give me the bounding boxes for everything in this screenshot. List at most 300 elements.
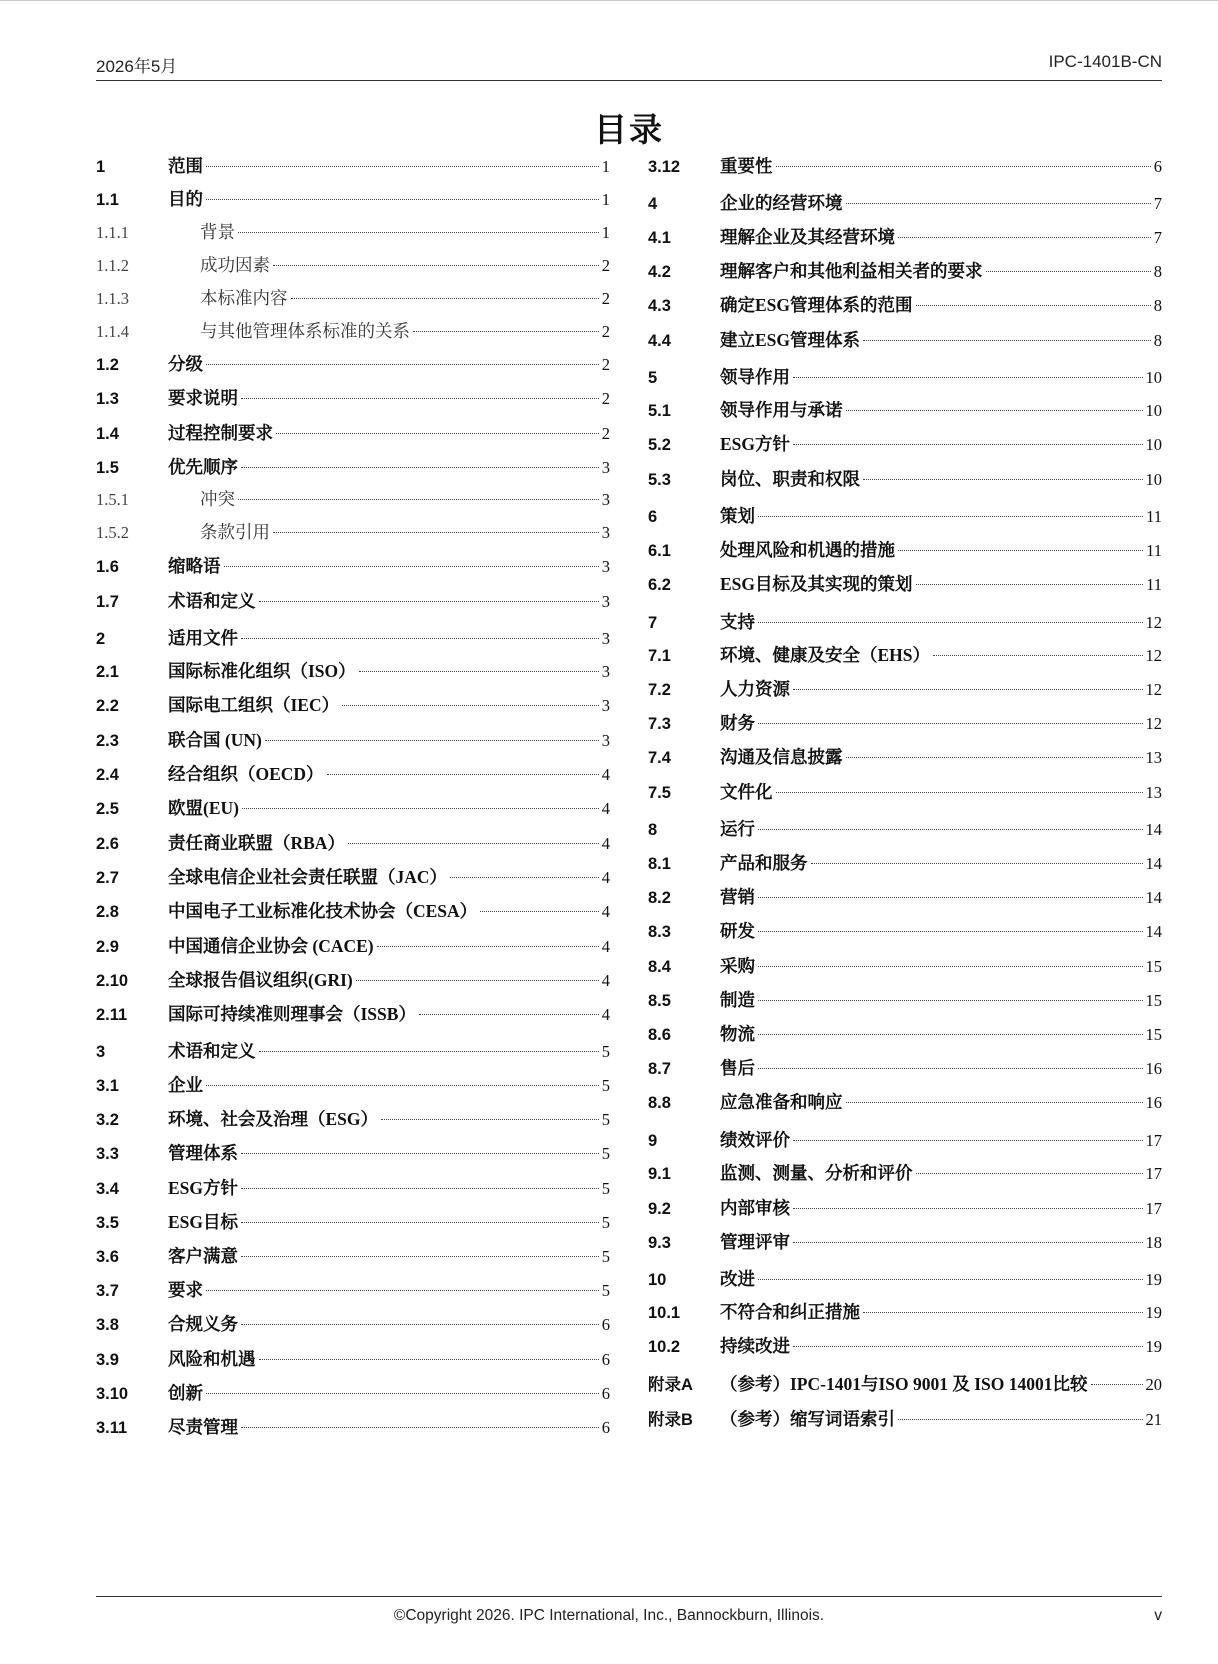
toc-section-title: 采购 — [720, 956, 755, 976]
toc-entry[interactable] — [96, 1380, 610, 1406]
toc-section-title: 管理体系 — [168, 1143, 238, 1163]
toc-section-title: 绩效评价 — [720, 1130, 790, 1150]
toc-entry[interactable] — [96, 898, 610, 924]
toc-entry[interactable] — [648, 503, 1162, 529]
toc-entry[interactable] — [96, 933, 610, 959]
toc-entry[interactable] — [96, 1277, 610, 1303]
toc-section-title: 客户满意 — [168, 1246, 238, 1266]
toc-entry[interactable] — [648, 466, 1162, 492]
toc-dot-leader — [793, 1208, 1143, 1209]
toc-dot-leader — [916, 305, 1151, 306]
toc-section-number: 8.7 — [648, 1060, 671, 1078]
toc-page-number: 4 — [601, 937, 610, 956]
toc-section-number: 1.4 — [96, 425, 119, 443]
toc-dot-leader — [413, 331, 599, 332]
toc-section-number: 1.1.1 — [96, 223, 129, 242]
toc-page-number: 2 — [601, 389, 610, 408]
toc-section-title: 冲突 — [200, 489, 235, 509]
toc-section-number: 6 — [648, 508, 658, 526]
toc-dot-leader — [863, 340, 1151, 341]
toc-section-number: 10.2 — [648, 1338, 681, 1356]
toc-entry[interactable] — [96, 1414, 610, 1440]
toc-dot-leader — [377, 946, 599, 947]
toc-dot-leader — [1091, 1384, 1143, 1385]
toc-page-number: 3 — [601, 662, 610, 681]
toc-entry[interactable] — [96, 1346, 610, 1372]
toc-section-title: 处理风险和机遇的措施 — [720, 540, 895, 560]
toc-entry[interactable] — [96, 1001, 610, 1027]
toc-dot-leader — [241, 1153, 599, 1154]
toc-entry[interactable] — [648, 537, 1162, 563]
toc-page-number: 6 — [601, 1315, 610, 1334]
toc-dot-leader — [793, 1346, 1143, 1347]
toc-section-number: 7.5 — [648, 784, 671, 802]
toc-section-number: 7.2 — [648, 681, 671, 699]
toc-entry[interactable] — [648, 327, 1162, 353]
toc-section-title: 售后 — [720, 1058, 755, 1078]
toc-page-number: 3 — [601, 458, 610, 477]
toc-page-number: 5 — [601, 1213, 610, 1232]
toc-dot-leader — [758, 829, 1143, 830]
toc-dot-leader — [206, 1085, 599, 1086]
toc-section-number: 1.1.4 — [96, 322, 129, 341]
toc-page-number: 6 — [1153, 157, 1162, 176]
toc-section-title: 内部审核 — [720, 1198, 790, 1218]
toc-dot-leader — [241, 1188, 599, 1189]
toc-section-title: 责任商业联盟（RBA） — [168, 833, 345, 853]
toc-page-number: 13 — [1145, 783, 1162, 802]
toc-page-number: 17 — [1145, 1199, 1162, 1218]
toc-section-title: ESG目标及其实现的策划 — [720, 574, 913, 594]
toc-section-number: 2.2 — [96, 697, 119, 715]
toc-page-number: 8 — [1153, 262, 1162, 281]
toc-page-number: 6 — [601, 1418, 610, 1437]
toc-page-number: 19 — [1145, 1337, 1162, 1356]
toc-section-title: 国际电工组织（IEC） — [168, 695, 340, 715]
toc-section-title: 中国通信企业协会 (CACE) — [168, 936, 374, 956]
toc-section-title: 背景 — [200, 222, 235, 242]
toc-page-number: 18 — [1145, 1233, 1162, 1252]
toc-page-number: 10 — [1145, 401, 1162, 420]
toc-page-number: 5 — [601, 1179, 610, 1198]
toc-dot-leader — [793, 1140, 1143, 1141]
toc-section-title: 分级 — [168, 354, 203, 374]
toc-entry[interactable] — [96, 1140, 610, 1166]
toc-page-number: 13 — [1145, 748, 1162, 767]
toc-section-title: 研发 — [720, 921, 755, 941]
toc-section-title: 领导作用与承诺 — [720, 400, 843, 420]
toc-entry[interactable] — [648, 1021, 1162, 1047]
toc-entry[interactable] — [648, 816, 1162, 842]
toc-dot-leader — [276, 433, 599, 434]
toc-entry[interactable] — [648, 153, 1162, 179]
toc-entry[interactable] — [648, 676, 1162, 702]
toc-entry[interactable] — [648, 431, 1162, 457]
toc-section-number: 3.1 — [96, 1077, 119, 1095]
toc-section-number: 3 — [96, 1043, 106, 1061]
toc-entry[interactable] — [96, 727, 610, 753]
toc-entry[interactable] — [648, 397, 1162, 423]
toc-section-title: 过程控制要求 — [168, 423, 273, 443]
toc-section-title: 企业 — [168, 1075, 203, 1095]
toc-entry[interactable] — [96, 1106, 610, 1132]
toc-section-number: 附录B — [648, 1411, 693, 1429]
toc-section-title: 优先顺序 — [168, 457, 238, 477]
toc-section-title: 运行 — [720, 819, 755, 839]
toc-dot-leader — [758, 966, 1143, 967]
toc-section-title: 中国电子工业标准化技术协会（CESA） — [168, 901, 478, 921]
toc-section-title: 缩略语 — [168, 556, 221, 576]
toc-entry[interactable] — [96, 454, 610, 480]
toc-dot-leader — [758, 622, 1143, 623]
toc-page-number: 12 — [1145, 646, 1162, 665]
toc-dot-leader — [206, 1393, 599, 1394]
toc-page-number: 2 — [601, 256, 610, 275]
toc-dot-leader — [273, 265, 599, 266]
toc-section-number: 2.10 — [96, 972, 129, 990]
toc-section-number: 2.5 — [96, 800, 119, 818]
toc-page-number: 14 — [1145, 922, 1162, 941]
toc-page-number: 20 — [1145, 1375, 1162, 1394]
toc-section-title: 文件化 — [720, 782, 773, 802]
toc-entry[interactable] — [96, 486, 610, 512]
toc-dot-leader — [327, 774, 599, 775]
toc-page-number: 8 — [1153, 331, 1162, 350]
toc-section-title: 支持 — [720, 612, 755, 632]
toc-entry[interactable] — [96, 625, 610, 651]
toc-entry[interactable] — [96, 1243, 610, 1269]
toc-section-title: 岗位、职责和权限 — [720, 469, 860, 489]
toc-page-number: 4 — [601, 799, 610, 818]
toc-page-number: 19 — [1145, 1270, 1162, 1289]
toc-section-number: 1.3 — [96, 390, 119, 408]
toc-entry[interactable] — [648, 1195, 1162, 1221]
toc-entry[interactable] — [96, 795, 610, 821]
toc-entry[interactable] — [648, 1127, 1162, 1153]
toc-page-number: 14 — [1145, 888, 1162, 907]
toc-dot-leader — [898, 1419, 1143, 1420]
toc-section-title: 术语和定义 — [168, 591, 256, 611]
toc-entry[interactable] — [96, 761, 610, 787]
toc-section-title: ESG方针 — [720, 434, 791, 454]
toc-dot-leader — [898, 550, 1143, 551]
toc-entry[interactable] — [96, 186, 610, 212]
toc-entry[interactable] — [96, 1175, 610, 1201]
toc-dot-leader — [480, 911, 599, 912]
toc-entry[interactable] — [96, 864, 610, 890]
toc-page-number: 5 — [601, 1281, 610, 1300]
toc-entry[interactable] — [96, 219, 610, 245]
toc-dot-leader — [259, 601, 599, 602]
toc-section-number: 3.9 — [96, 1351, 119, 1369]
toc-page-number: 5 — [601, 1247, 610, 1266]
toc-page-number: 3 — [601, 557, 610, 576]
toc-entry[interactable] — [648, 190, 1162, 216]
toc-section-title: 适用文件 — [168, 628, 238, 648]
toc-entry[interactable] — [96, 967, 610, 993]
toc-section-number: 6.2 — [648, 576, 671, 594]
toc-entry[interactable] — [648, 1266, 1162, 1292]
toc-section-number: 1.2 — [96, 356, 119, 374]
toc-entry[interactable] — [648, 918, 1162, 944]
toc-entry[interactable] — [648, 1299, 1162, 1325]
toc-entry[interactable] — [96, 553, 610, 579]
toc-dot-leader — [758, 1034, 1143, 1035]
toc-page-number: 5 — [601, 1076, 610, 1095]
toc-page-number: 12 — [1145, 680, 1162, 699]
toc-section-number: 4.3 — [648, 297, 671, 315]
toc-entry[interactable] — [96, 692, 610, 718]
toc-dot-leader — [933, 655, 1142, 656]
toc-dot-leader — [241, 1256, 599, 1257]
toc-page-number: 17 — [1145, 1131, 1162, 1150]
toc-entry[interactable] — [96, 1038, 610, 1064]
toc-entry[interactable] — [96, 285, 610, 311]
toc-section-number: 4.4 — [648, 332, 671, 350]
toc-dot-leader — [898, 237, 1151, 238]
toc-page-number: 4 — [601, 902, 610, 921]
toc-dot-leader — [381, 1119, 599, 1120]
toc-page-number: 4 — [601, 868, 610, 887]
toc-section-number: 8.5 — [648, 992, 671, 1010]
toc-page-number: 11 — [1146, 541, 1162, 560]
toc-section-title: 全球电信企业社会责任联盟（JAC） — [168, 867, 448, 887]
header-divider — [96, 80, 1162, 81]
toc-entry[interactable] — [96, 385, 610, 411]
toc-section-number: 7.4 — [648, 749, 671, 767]
toc-dot-leader — [758, 1068, 1143, 1069]
toc-section-title: 要求 — [168, 1280, 203, 1300]
toc-dot-leader — [359, 671, 599, 672]
toc-section-number: 5.2 — [648, 436, 671, 454]
toc-dot-leader — [206, 199, 599, 200]
toc-entry[interactable] — [96, 252, 610, 278]
toc-dot-leader — [793, 377, 1143, 378]
toc-entry[interactable] — [648, 1160, 1162, 1186]
toc-entry[interactable] — [648, 642, 1162, 668]
toc-section-title: 本标准内容 — [200, 288, 288, 308]
toc-entry[interactable] — [648, 710, 1162, 736]
page-title: 目录 — [594, 113, 664, 149]
toc-section-number: 10.1 — [648, 1304, 681, 1322]
toc-section-number: 3.7 — [96, 1282, 119, 1300]
toc-section-title: 领导作用 — [720, 367, 790, 387]
toc-entry[interactable] — [96, 830, 610, 856]
toc-section-title: 经合组织（OECD） — [168, 764, 324, 784]
toc-page-number: 15 — [1145, 991, 1162, 1010]
toc-section-number: 2.11 — [96, 1006, 128, 1024]
toc-dot-leader — [916, 584, 1144, 585]
footer-page-number: v — [1154, 1607, 1162, 1624]
toc-section-number: 4 — [648, 195, 658, 213]
toc-entry[interactable] — [648, 224, 1162, 250]
toc-section-title: 与其他管理体系标准的关系 — [200, 321, 410, 341]
toc-page-number: 15 — [1145, 1025, 1162, 1044]
toc-entry[interactable] — [648, 1229, 1162, 1255]
toc-section-number: 8.4 — [648, 958, 671, 976]
toc-page-number: 6 — [601, 1350, 610, 1369]
toc-section-title: 风险和机遇 — [168, 1349, 256, 1369]
toc-entry[interactable] — [96, 318, 610, 344]
toc-entry[interactable] — [96, 351, 610, 377]
toc-page-number: 19 — [1145, 1303, 1162, 1322]
toc-section-title: 环境、健康及安全（EHS） — [720, 645, 931, 665]
footer-divider — [96, 1596, 1162, 1597]
toc-dot-leader — [450, 877, 599, 878]
toc-dot-leader — [811, 863, 1143, 864]
toc-entry[interactable] — [96, 588, 610, 614]
toc-dot-leader — [259, 1359, 599, 1360]
toc-dot-leader — [916, 1173, 1143, 1174]
toc-entry[interactable] — [648, 850, 1162, 876]
toc-section-title: 全球报告倡议组织(GRI) — [168, 970, 353, 990]
toc-dot-leader — [758, 516, 1143, 517]
toc-entry[interactable] — [648, 364, 1162, 390]
toc-entry[interactable] — [648, 1406, 1162, 1432]
toc-page-number: 5 — [601, 1110, 610, 1129]
toc-entry[interactable] — [96, 1072, 610, 1098]
toc-section-number: 3.5 — [96, 1214, 119, 1232]
toc-page-number: 8 — [1153, 296, 1162, 315]
toc-entry[interactable] — [648, 884, 1162, 910]
toc-entry[interactable] — [96, 519, 610, 545]
toc-entry[interactable] — [648, 1333, 1162, 1359]
toc-section-number: 3.11 — [96, 1419, 128, 1437]
toc-entry[interactable] — [648, 571, 1162, 597]
toc-section-title: 财务 — [720, 713, 755, 733]
toc-dot-leader — [238, 232, 599, 233]
toc-page-number: 2 — [601, 424, 610, 443]
toc-section-title: 成功因素 — [200, 255, 270, 275]
toc-entry[interactable] — [96, 420, 610, 446]
toc-section-title: 确定ESG管理体系的范围 — [720, 295, 913, 315]
toc-entry[interactable] — [648, 1089, 1162, 1115]
toc-page-number: 10 — [1145, 435, 1162, 454]
toc-page-number: 11 — [1146, 507, 1162, 526]
toc-section-title: 理解客户和其他利益相关者的要求 — [720, 261, 983, 281]
toc-entry[interactable] — [648, 744, 1162, 770]
toc-section-title: 沟通及信息披露 — [720, 747, 843, 767]
toc-dot-leader — [241, 1222, 599, 1223]
toc-entry[interactable] — [96, 1311, 610, 1337]
toc-section-title: 理解企业及其经营环境 — [720, 227, 895, 247]
toc-section-number: 7.3 — [648, 715, 671, 733]
toc-page-number: 1 — [601, 157, 610, 176]
toc-entry[interactable] — [96, 1209, 610, 1235]
toc-section-number: 2.4 — [96, 766, 119, 784]
toc-section-title: 不符合和纠正措施 — [720, 1302, 860, 1322]
toc-section-number: 1.7 — [96, 593, 119, 611]
toc-page-number: 4 — [601, 834, 610, 853]
toc-section-number: 1.5.2 — [96, 523, 129, 542]
toc-page-number: 10 — [1145, 470, 1162, 489]
toc-section-number: 1.1.3 — [96, 289, 129, 308]
toc-entry[interactable] — [648, 292, 1162, 318]
page-header — [96, 50, 1162, 78]
toc-dot-leader — [259, 1051, 599, 1052]
toc-page-number: 14 — [1145, 854, 1162, 873]
toc-dot-leader — [846, 1102, 1143, 1103]
top-border — [0, 0, 1218, 1]
toc-entry[interactable] — [648, 1371, 1162, 1397]
toc-page-number: 3 — [601, 731, 610, 750]
toc-page-number: 5 — [601, 1144, 610, 1163]
toc-section-number: 附录A — [648, 1376, 693, 1394]
toc-page-number: 3 — [601, 523, 610, 542]
toc-section-number: 8.1 — [648, 855, 671, 873]
toc-dot-leader — [793, 444, 1142, 445]
toc-section-number: 8.3 — [648, 923, 671, 941]
toc-section-number: 1.5.1 — [96, 490, 129, 509]
toc-section-title: （参考）IPC-1401与ISO 9001 及 ISO 14001比较 — [720, 1374, 1088, 1394]
toc-dot-leader — [758, 723, 1143, 724]
toc-section-title: 环境、社会及治理（ESG） — [168, 1109, 379, 1129]
toc-section-title: ESG目标 — [168, 1212, 239, 1232]
footer-copyright: ©Copyright 2026. IPC International, Inc., Bannockburn, Illinois. — [393, 1607, 825, 1624]
toc-entry[interactable] — [648, 609, 1162, 635]
toc-section-title: 合规义务 — [168, 1314, 238, 1334]
toc-entry[interactable] — [96, 658, 610, 684]
toc-dot-leader — [793, 1242, 1143, 1243]
toc-page-number: 2 — [601, 355, 610, 374]
toc-section-number: 2.8 — [96, 903, 119, 921]
toc-section-number: 1 — [96, 158, 106, 176]
toc-section-number: 5.3 — [648, 471, 671, 489]
toc-section-number: 3.8 — [96, 1316, 119, 1334]
toc-section-title: （参考）缩写词语索引 — [720, 1409, 895, 1429]
toc-section-number: 1.5 — [96, 459, 119, 477]
toc-section-number: 9.3 — [648, 1234, 671, 1252]
toc-dot-leader — [241, 638, 599, 639]
toc-section-title: ESG方针 — [168, 1178, 239, 1198]
toc-section-number: 2.3 — [96, 732, 119, 750]
toc-section-number: 4.2 — [648, 263, 671, 281]
toc-entry[interactable] — [648, 258, 1162, 284]
toc-entry[interactable] — [648, 1055, 1162, 1081]
toc-page-number: 1 — [601, 223, 610, 242]
toc-section-title: 要求说明 — [168, 388, 238, 408]
toc-entry[interactable] — [648, 953, 1162, 979]
toc-page-number: 3 — [601, 490, 610, 509]
toc-section-number: 5 — [648, 369, 658, 387]
toc-section-number: 2.6 — [96, 835, 119, 853]
toc-page-number: 12 — [1145, 714, 1162, 733]
toc-section-title: 管理评审 — [720, 1232, 790, 1252]
toc-dot-leader — [206, 1290, 599, 1291]
toc-section-number: 9 — [648, 1132, 658, 1150]
toc-page-number: 2 — [601, 289, 610, 308]
toc-entry[interactable] — [96, 153, 610, 179]
toc-dot-leader — [758, 931, 1143, 932]
toc-dot-leader — [224, 566, 599, 567]
toc-dot-leader — [846, 757, 1143, 758]
toc-section-title: 改进 — [720, 1269, 755, 1289]
toc-section-number: 6.1 — [648, 542, 671, 560]
toc-section-number: 8.2 — [648, 889, 671, 907]
toc-entry[interactable] — [648, 987, 1162, 1013]
toc-dot-leader — [776, 792, 1143, 793]
toc-entry[interactable] — [648, 779, 1162, 805]
toc-section-title: 应急准备和响应 — [720, 1092, 843, 1112]
toc-page-number: 7 — [1153, 228, 1162, 247]
toc-dot-leader — [238, 499, 599, 500]
toc-page-number: 4 — [601, 765, 610, 784]
toc-dot-leader — [241, 1427, 599, 1428]
toc-page-number: 5 — [601, 1042, 610, 1061]
toc-page-number: 14 — [1145, 820, 1162, 839]
toc-dot-leader — [846, 410, 1143, 411]
toc-dot-leader — [342, 705, 599, 706]
